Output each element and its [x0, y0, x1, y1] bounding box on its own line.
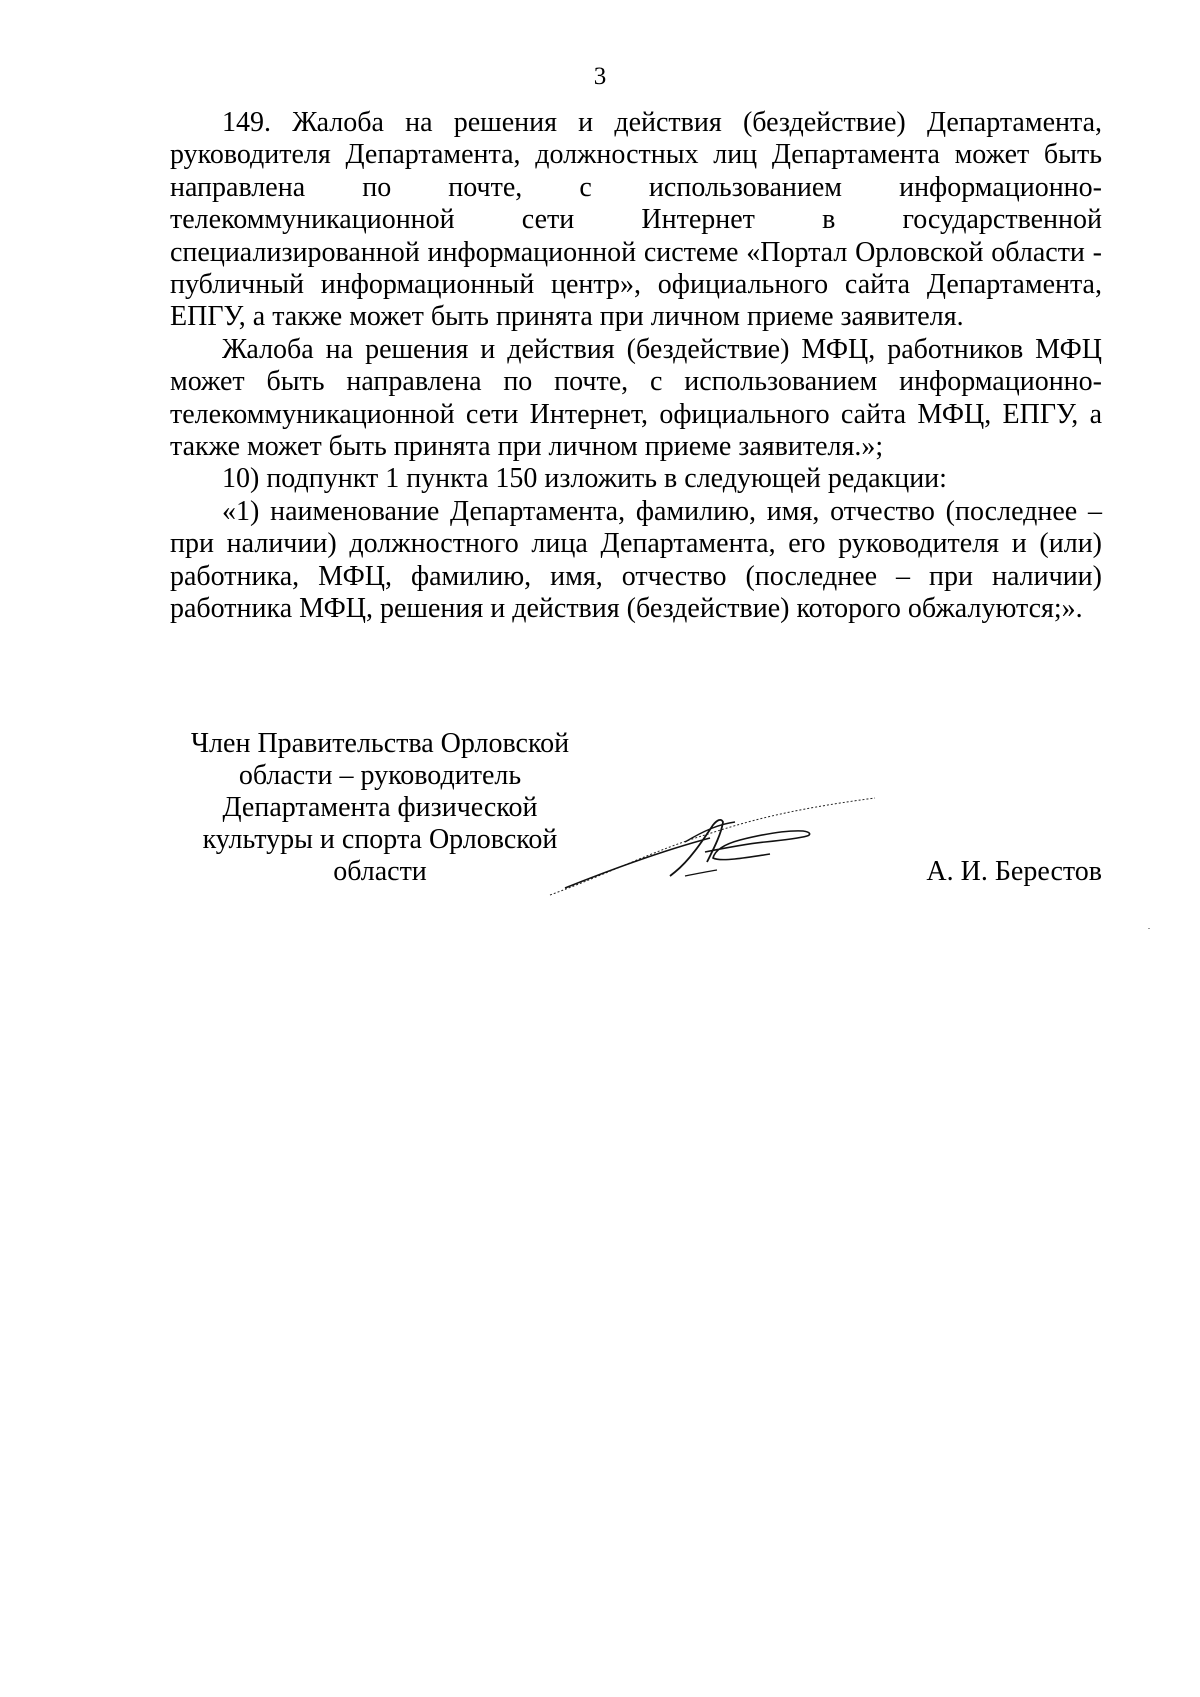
signer-name: А. И. Берестов [926, 856, 1102, 887]
paragraph-subitem-1: «1) наименование Департамента, фамилию, имя, отчество (последнее – при наличии) должностного лица Департамента, его руководителя и (или) работника, МФЦ, фамилию, имя, отчество (последнее – при наличии) работника МФЦ, решения и действия (бездействие) которого обжалуются;». [170, 495, 1102, 625]
position-line: области – руководитель [238, 760, 522, 791]
position-line: области [333, 856, 427, 887]
page-number: 3 [593, 63, 607, 90]
paragraph-amendment-10: 10) подпункт 1 пункта 150 изложить в следующей редакции: [222, 463, 947, 495]
document-body [170, 107, 1102, 626]
handwritten-signature-icon [545, 780, 885, 900]
signatory-position [170, 728, 590, 888]
position-line: культуры и спорта Орловской [202, 824, 558, 855]
scan-mark [1148, 928, 1150, 929]
paragraph-mfc-complaint: Жалоба на решения и действия (бездействие) МФЦ, работников МФЦ может быть направлена по почте, с использованием информационно-телекоммуникационной сети Интернет, официального сайта МФЦ, ЕПГУ, а также может быть принята при личном приеме заявителя.»; [170, 333, 1102, 463]
position-line: Департамента физической [222, 792, 538, 823]
position-line: Член Правительства Орловской [190, 728, 570, 759]
paragraph-149: 149. Жалоба на решения и действия (бездействие) Департамента, руководителя Департамента, должностных лиц Департамента может быть направлена по почте, с использованием информационно-телекоммуникационной сети Интернет в государственной специализированной информационной системе «Портал Орловской области - публичный информационный центр», официального сайта Департамента, ЕПГУ, а также может быть принята при личном приеме заявителя. [170, 107, 1102, 333]
